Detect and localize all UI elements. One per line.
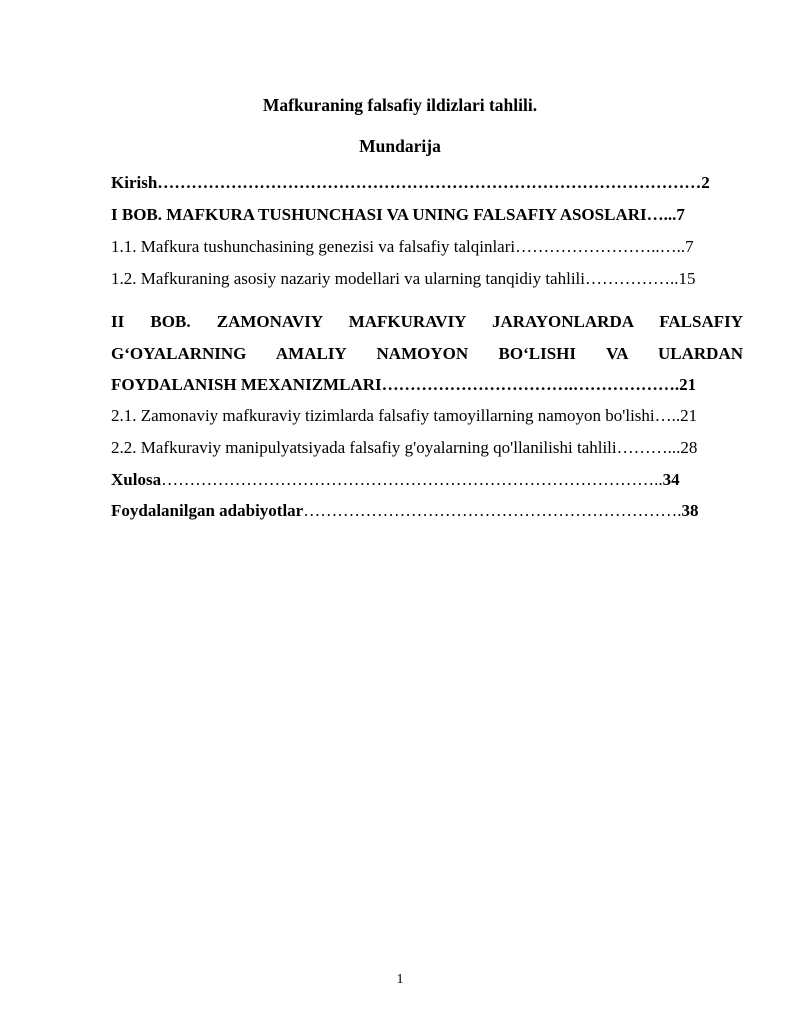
- toc-entry-kirish: Kirish……………………………………………………………………………………2: [111, 173, 710, 192]
- toc-entry-section-1-2: 1.2. Mafkuraning asosiy nazariy modellari va ularning tanqidiy tahlili……………..15: [111, 269, 696, 288]
- document-title: Mafkuraning falsafiy ildizlari tahlili.: [262, 95, 538, 115]
- toc-entry-adabiyotlar-page: 38: [681, 501, 699, 520]
- toc-entry-xulosa-leader: ……………………………………………………………………………..: [161, 470, 663, 489]
- toc-entry-adabiyotlar-leader: ………………………………………………………….: [303, 501, 682, 520]
- toc-entry-section-2-1: 2.1. Zamonaviy mafkuraviy tizimlarda falsafiy tamoyillarning namoyon bo'lishi…..21: [111, 406, 698, 425]
- toc-entry-chapter-2-line-1: II BOB. ZAMONAVIY MAFKURAVIY JARAYONLARDA FALSAFIY: [111, 312, 743, 331]
- toc-entry-xulosa-label: Xulosa: [111, 470, 162, 489]
- toc-entry-chapter-2-line-2: G‘OYALARNING AMALIY NAMOYON BO‘LISHI VA ULARDAN: [111, 344, 743, 363]
- toc-entry-adabiyotlar-label: Foydalanilgan adabiyotlar: [111, 501, 304, 520]
- page-number: 1: [396, 972, 404, 987]
- toc-entry-adabiyotlar: [111, 500, 743, 522]
- toc-entry-section-1-1: 1.1. Mafkura tushunchasining genezisi va falsafiy talqinlari……………………..…..7: [111, 237, 694, 256]
- toc-entry-xulosa-page: 34: [662, 470, 680, 489]
- toc-entry-xulosa: [111, 469, 743, 491]
- toc-entry-chapter-2-line-3: FOYDALANISH MEXANIZMLARI…………………………….……………….21: [111, 375, 697, 394]
- toc-heading: Mundarija: [359, 136, 441, 156]
- toc-entry-section-2-2: 2.2. Mafkuraviy manipulyatsiyada falsafiy g'oyalarning qo'llanilishi tahlili………...28: [111, 438, 698, 457]
- toc-entry-chapter-1: I BOB. MAFKURA TUSHUNCHASI VA UNING FALSAFIY ASOSLARI…...7: [111, 205, 685, 224]
